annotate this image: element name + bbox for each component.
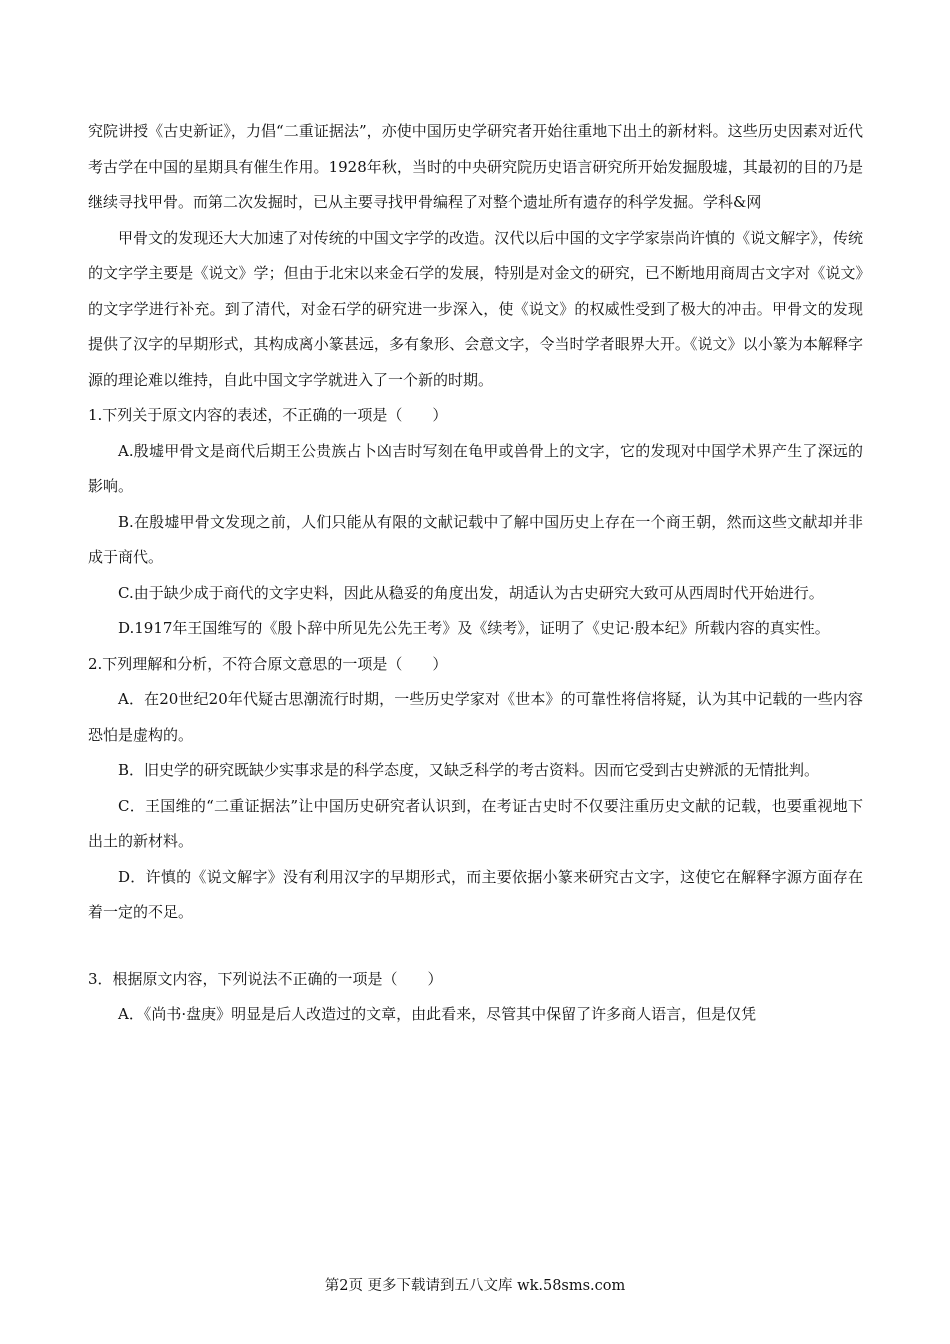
question-1-option-d: D.1917年王国维写的《殷卜辞中所见先公先王考》及《续考》，证明了《史记·殷本纪》所载内容的真实性。 — [118, 619, 830, 637]
passage-paragraph: 甲骨文的发现还大大加速了对传统的中国文字学的改造。汉代以后中国的文字学家崇尚许慎的《说文解字》，传统的文字学主要是《说文》学；但由于北宋以来金石学的发展，特别是对金文的研究，已不断地用商周古文字对《说文》的文字学进行补充。到了清代，对金石学的研究进一步深入，使《说文》的权威性受到了极大的冲击。甲骨文的发现提供了汉字的早期形式，其构成离小篆甚远，多有象形、会意文字，令当时学者眼界大开。《说文》以小篆为本解释字源的理论难以维持，自此中国文字学就进入了一个新的时期。 — [88, 228, 863, 389]
passage-paragraph: 究院讲授《古史新证》，力倡“二重证据法”，亦使中国历史学研究者开始往重地下出土的新材料。这些历史因素对近代考古学在中国的星期具有催生作用。1928年秋，当时的中央研究院历史语言研究所开始发掘殷墟，其最初的目的乃是继续寻找甲骨。而第二次发掘时，已从主要寻找甲骨编程了对整个遗址所有遗存的科学发掘。学科&网 — [88, 122, 863, 211]
question-3-option-a: A．《尚书·盘庚》明显是后人改造过的文章，由此看来，尽管其中保留了许多商人语言，但是仅凭 — [118, 1005, 757, 1023]
question-2-stem: 2.下列理解和分析，不符合原文意思的一项是（ ） — [88, 654, 448, 673]
question-3-stem: 3．根据原文内容，下列说法不正确的一项是（ ） — [88, 969, 443, 988]
question-2-option-d: D．许慎的《说文解字》没有利用汉字的早期形式，而主要依据小篆来研究古文字，这使它在解释字源方面存在着一定的不足。 — [88, 867, 863, 921]
question-2-option-a: A．在20世纪20年代疑古思潮流行时期，一些历史学家对《世本》的可靠性将信将疑，认为其中记载的一些内容恐怕是虚构的。 — [88, 690, 863, 744]
question-2-option-c: C．王国维的“二重证据法”让中国历史研究者认识到，在考证古史时不仅要注重历史文献的记载，也要重视地下出土的新材料。 — [88, 796, 863, 850]
question-1-option-a: A.殷墟甲骨文是商代后期王公贵族占卜凶吉时写刻在龟甲或兽骨上的文字，它的发现对中国学术界产生了深远的影响。 — [88, 441, 863, 495]
page-footer: 第2页 更多下载请到五八文库 wk.58sms.com — [324, 1278, 626, 1294]
document-body — [88, 114, 863, 1033]
question-1-option-b: B.在殷墟甲骨文发现之前，人们只能从有限的文献记载中了解中国历史上存在一个商王朝，然而这些文献却并非成于商代。 — [88, 512, 863, 566]
question-2-option-b: B．旧史学的研究既缺少实事求是的科学态度，又缺乏科学的考古资料。因而它受到古史辨派的无情批判。 — [118, 761, 820, 779]
question-1-option-c: C.由于缺少成于商代的文字史料，因此从稳妥的角度出发，胡适认为古史研究大致可从西周时代开始进行。 — [118, 583, 824, 602]
spacer — [88, 931, 863, 962]
question-1-stem: 1.下列关于原文内容的表述，不正确的一项是（ ） — [88, 406, 448, 424]
